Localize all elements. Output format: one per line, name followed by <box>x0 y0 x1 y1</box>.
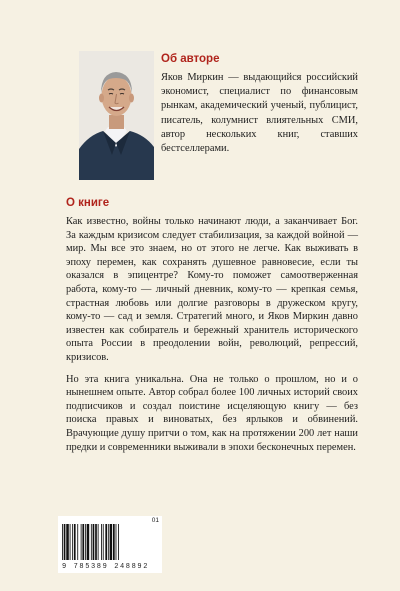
barcode-issue-number: 01 <box>151 517 159 524</box>
book-description-paragraph: Но эта книга уникальна. Она не только о прошлом, но и о нынешнем опыте. Автор собрал более 100 личных историй своих подписчиков и создал поистине исцеляющую книгу — без поиска правых и виноватых, без ярлыков и обвинений. Врачующие душу притчи о том, как на протяжении 200 лет наши предки и современники выживали в эпохи бесконечных перемен. <box>66 373 358 453</box>
isbn-digits: 9 785389 248892 <box>62 563 150 571</box>
about-book-heading: О книге <box>66 197 110 209</box>
about-author-heading: Об авторе <box>161 53 220 65</box>
author-photo <box>79 51 154 180</box>
book-description-paragraph: Как известно, войны только начинают люди, а заканчивает Бог. За каждым кризисом следует стабилизация, за каждой войной — мир. Мы все это знаем, но от этого не легче. Как выживать в эпоху перемен, как сохранять душевное равновесие, если ты оказался в эпицентре? Кому-то поможет самоотверженная работа, кому-то — личный дневник, кому-то — крепкая семья, страстная любовь или долгие разговоры в дружеском кругу, кому-то — сад и земля. Стратегий много, и Яков Миркин давно известен как собиратель и бережный хранитель исторического опыта России в преодолении войн, революций, репрессий, кризисов. <box>66 216 358 363</box>
about-author-section <box>161 53 358 156</box>
isbn-barcode <box>58 516 162 573</box>
author-bio-text: Яков Миркин — выдающийся российский экономист, специалист по финансовым рынкам, академический ученый, публицист, писатель, колумнист влиятельных СМИ, автор нескольких книг, ставших бестселлерами. <box>161 72 358 155</box>
author-portrait-image <box>79 51 154 180</box>
about-book-section <box>66 197 358 462</box>
